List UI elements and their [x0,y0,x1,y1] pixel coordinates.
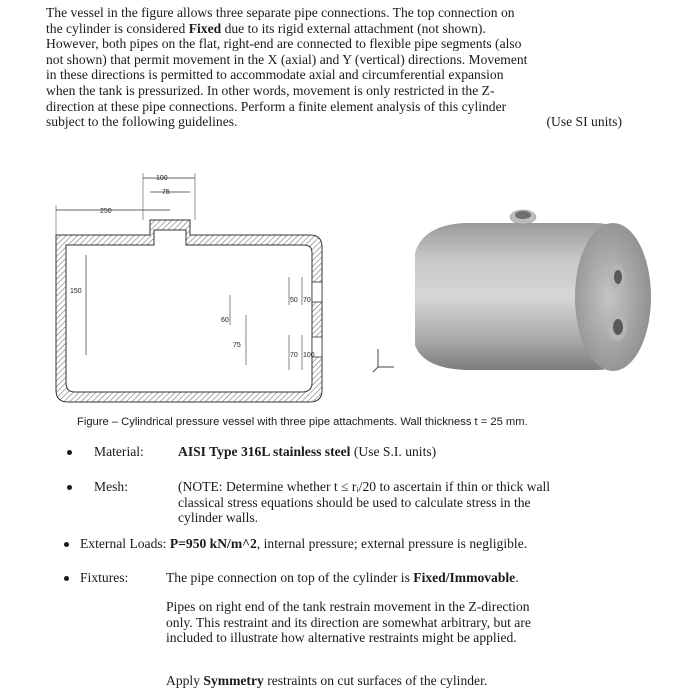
dim-70-lower: 70 [290,352,298,359]
mesh-note [178,479,628,526]
mesh-line: (NOTE: Determine whether t ≤ rᵢ/20 to ascertain if thin or thick wall [178,479,551,494]
bullet-icon [64,542,69,547]
material-value [178,444,436,460]
material-item [0,444,687,462]
loads-text [80,536,527,552]
material-note: (Use S.I. units) [350,444,437,459]
intro-text: due to its rigid external attachment (not shown). [221,20,486,36]
vessel-end-cap [575,223,651,371]
intro-paragraph [46,5,626,130]
mesh-item [0,479,687,529]
dim-top-inner: 75 [162,189,170,196]
fixtures-line: only. This restraint and its direction are somewhat arbitrary, but are [166,614,531,630]
dim-70-upper: 70 [303,297,311,304]
fixtures-text: Apply [166,673,204,688]
figure-caption: Figure – Cylindrical pressure vessel with three pipe attachments. Wall thickness t = 25 mm. [77,416,528,428]
vessel-3d-render [395,185,655,385]
dim-75: 75 [233,342,241,349]
section-drawing [40,165,380,415]
dim-height: 150 [70,288,82,295]
mesh-line: classical stress equations should be used to calculate stress in the [178,494,531,510]
dim-left-length: 250 [100,208,112,215]
loads-note: , internal pressure; external pressure is negligible. [256,536,528,551]
figure [40,165,640,420]
fixtures-p2 [166,599,646,646]
intro-line: subject to the following guidelines. [46,114,238,130]
intro-line: However, both pipes on the flat, right-end are connected to flexible pipe segments (also [46,36,522,52]
intro-line: when the tank is pressurized. In other words, movement is only restricted in the Z- [46,82,495,98]
fixtures-line: included to illustrate how alternative restraints might be applied. [166,630,517,645]
bullet-icon [67,450,72,455]
intro-line: direction at these pipe connections. Perform a finite element analysis of this cylinder [46,98,507,114]
dim-top-outer: 100 [156,175,168,182]
fixtures-bold-symmetry: Symmetry [203,673,264,688]
fixtures-text: The pipe connection on top of the cylinder is [166,570,414,585]
fixtures-p3 [166,673,646,689]
dim-100: 100 [303,352,315,359]
loads-value: P=950 kN/m^2 [169,536,257,551]
bullet-icon [64,576,69,581]
fixtures-line: Pipes on right end of the tank restrain movement in the Z-direction [166,599,530,614]
intro-line: not shown) that permit movement in the X (axial) and Y (vertical) directions. Movement [46,51,528,67]
mesh-line: cylinder walls. [178,510,259,525]
bullet-icon [67,485,72,490]
loads-item [0,536,687,554]
mesh-label: Mesh: [94,479,128,494]
fixtures-p1 [166,570,646,586]
fixtures-label: Fixtures: [80,570,129,585]
units-note: (Use SI units) [546,114,622,130]
loads-label: External Loads: [80,536,170,551]
material-bold: AISI Type 316L stainless steel [178,444,351,459]
intro-line: The vessel in the figure allows three separate pipe connections. The top connection on [46,5,515,20]
fixtures-text: restraints on cut surfaces of the cylinder. [263,673,488,688]
material-label: Material: [94,444,144,459]
right-pipe-upper [312,282,322,302]
fixtures-bold: Fixed/Immovable [413,570,516,585]
intro-line [46,21,626,37]
fixtures-item [0,570,687,695]
dim-50: 50 [290,297,298,304]
dim-60: 60 [221,317,229,324]
intro-bold-fixed: Fixed [188,20,222,36]
intro-text: the cylinder is considered [46,20,189,36]
vessel-wall [56,220,322,402]
intro-line: in these directions is permitted to accommodate axial and circumferential expansion [46,67,504,83]
fixtures-text: . [515,570,519,585]
